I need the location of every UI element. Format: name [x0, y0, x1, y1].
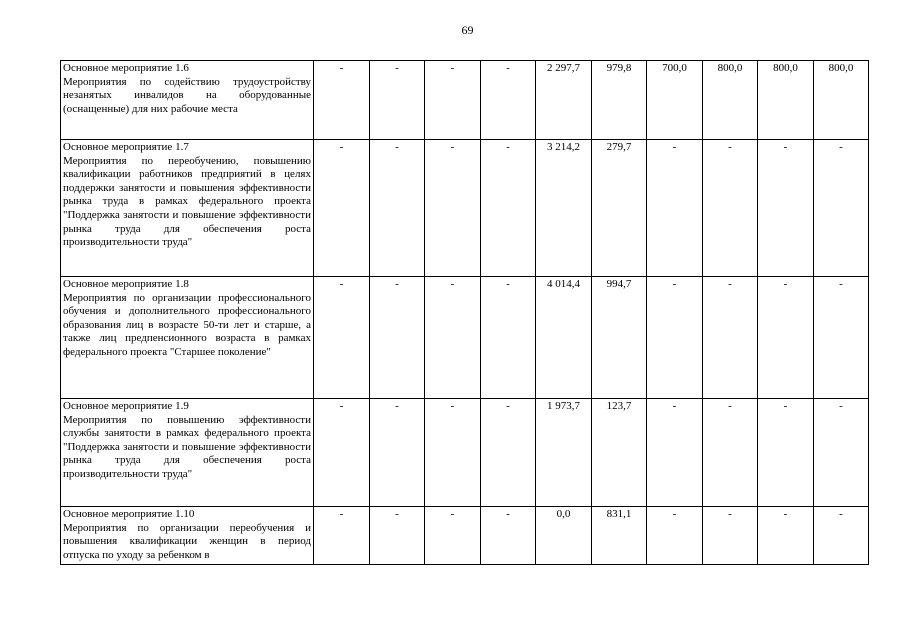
value-cell: - [758, 277, 814, 399]
value-cell: 979,8 [592, 61, 647, 140]
value-cell: - [814, 140, 869, 277]
value-cell: 831,1 [592, 507, 647, 565]
activity-title: Основное мероприятие 1.10 [63, 508, 195, 520]
value-cell: 279,7 [592, 140, 647, 277]
activity-title: Основное мероприятие 1.9 [63, 400, 189, 412]
value-cell: - [814, 507, 869, 565]
value-cell: 2 297,7 [536, 61, 592, 140]
activity-title: Основное мероприятие 1.8 [63, 278, 189, 290]
value-cell: 1 973,7 [536, 399, 592, 507]
value-cell: - [814, 277, 869, 399]
value-cell: - [370, 140, 425, 277]
activity-cell [61, 61, 314, 140]
value-cell: - [758, 140, 814, 277]
activity-cell [61, 507, 314, 565]
value-cell: - [425, 61, 481, 140]
page-number: 69 [461, 23, 474, 37]
value-cell: - [647, 277, 703, 399]
value-cell: - [481, 399, 536, 507]
value-cell: - [370, 61, 425, 140]
value-cell: 0,0 [536, 507, 592, 565]
activity-description: Мероприятия по повышению эффективности службы занятости в рамках федерального проекта "Поддержка занятости и повышение эффективности рынка труда для обеспечения роста производительности труда" [63, 413, 311, 480]
activity-title: Основное мероприятие 1.7 [63, 141, 189, 153]
activity-description: Мероприятия по содействию трудоустройству незанятых инвалидов на оборудованные (оснащенные) для них рабочие места [63, 75, 311, 115]
value-cell: 800,0 [703, 61, 758, 140]
value-cell: - [703, 277, 758, 399]
table-row [61, 399, 869, 507]
value-cell: - [314, 61, 370, 140]
value-cell: - [314, 140, 370, 277]
value-cell: - [481, 507, 536, 565]
value-cell: - [481, 277, 536, 399]
table-row [61, 277, 869, 399]
table-row [61, 61, 869, 140]
value-cell: - [370, 507, 425, 565]
value-cell: 800,0 [814, 61, 869, 140]
value-cell: - [425, 140, 481, 277]
activity-cell [61, 140, 314, 277]
value-cell: - [703, 399, 758, 507]
activity-description: Мероприятия по организации профессионального обучения и дополнительного профессионального образования лиц в возрасте 50-ти лет и старше, а также лиц предпенсионного возраста в рамках федерального проекта "Старшее поколение" [63, 291, 311, 358]
value-cell: - [370, 277, 425, 399]
value-cell: - [647, 507, 703, 565]
value-cell: - [703, 140, 758, 277]
value-cell: 4 014,4 [536, 277, 592, 399]
value-cell: - [647, 399, 703, 507]
value-cell: 700,0 [647, 61, 703, 140]
value-cell: - [758, 399, 814, 507]
value-cell: - [314, 507, 370, 565]
value-cell: 3 214,2 [536, 140, 592, 277]
value-cell: - [370, 399, 425, 507]
value-cell: - [481, 61, 536, 140]
value-cell: - [703, 507, 758, 565]
activity-description: Мероприятия по переобучению, повышению квалификации работников предприятий в целях поддержки занятости и повышения эффективности рынка труда в рамках федерального проекта "Поддержка занятости и повышение эффективности рынка труда для обеспечения роста производительности труда" [63, 154, 311, 249]
activity-cell [61, 399, 314, 507]
table-row [61, 140, 869, 277]
value-cell: 123,7 [592, 399, 647, 507]
activity-description: Мероприятия по организации переобучения и повышения квалификации женщин в период отпуска по уходу за ребенком в [63, 521, 311, 561]
value-cell: - [314, 277, 370, 399]
budget-table [60, 60, 869, 565]
table-row [61, 507, 869, 565]
activity-cell [61, 277, 314, 399]
value-cell: - [647, 140, 703, 277]
value-cell: - [425, 399, 481, 507]
value-cell: 994,7 [592, 277, 647, 399]
value-cell: - [425, 507, 481, 565]
value-cell: - [814, 399, 869, 507]
value-cell: 800,0 [758, 61, 814, 140]
value-cell: - [481, 140, 536, 277]
value-cell: - [425, 277, 481, 399]
value-cell: - [758, 507, 814, 565]
value-cell: - [314, 399, 370, 507]
activity-title: Основное мероприятие 1.6 [63, 62, 189, 74]
